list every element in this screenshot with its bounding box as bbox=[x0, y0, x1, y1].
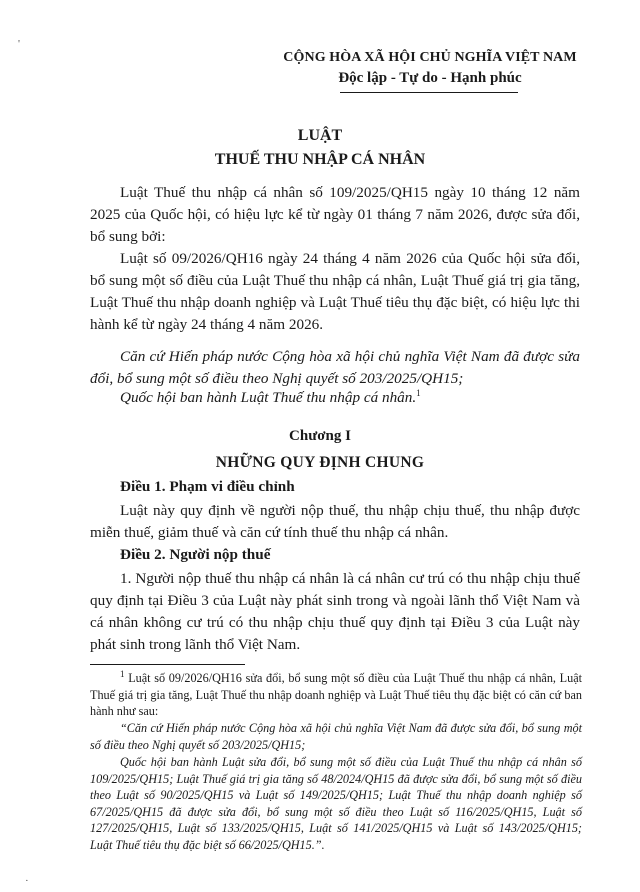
intro-paragraph-1: Luật Thuế thu nhập cá nhân số 109/2025/QH15 ngày 10 tháng 12 năm 2025 của Quốc hội, có hiệu lực kể từ ngày 01 tháng 7 năm 2026, được sửa đổi, bổ sung bởi: bbox=[90, 184, 580, 245]
footnote-1 bbox=[90, 670, 582, 720]
article-2-clause-1: 1. Người nộp thuế thu nhập cá nhân là cá nhân cư trú có thu nhập chịu thuế quy định tại Điều 3 của Luật này phát sinh trong và ngoài lãnh thổ Việt Nam và cá nhân không cư trú có thu nhập chịu thuế quy định tại Điều 3 của Luật này phát sinh trong lãnh thổ Việt Nam. bbox=[90, 570, 580, 653]
footnote-1-quote-enactment: Quốc hội ban hành Luật sửa đổi, bổ sung một số điều của Luật Thuế thu nhập cá nhân số 109/2025/QH15; Luật Thuế giá trị gia tăng số 48/2024/QH15 đã được sửa đổi, bổ sung một số điều theo Luật số 90/2025/QH15 và Luật số 149/2025/QH15; Luật Thuế thu nhập doanh nghiệp số 67/2025/QH15 đã được sửa đổi, bổ sung một số điều theo Luật số 116/2025/QH15, Luật số 127/2025/QH15, Luật số 133/2025/QH15, Luật số 141/2025/QH15 và Luật số 143/2025/QH15; Luật Thuế tiêu thụ đặc biệt số 66/2025/QH15.”. bbox=[90, 755, 582, 852]
scan-mark: · bbox=[25, 875, 29, 887]
footnote-ref: 1 bbox=[416, 387, 421, 398]
chapter-number: Chương I bbox=[289, 428, 351, 444]
motto-underline bbox=[340, 92, 518, 93]
motto: Độc lập - Tự do - Hạnh phúc bbox=[338, 70, 522, 86]
footnote-1-text: Luật số 09/2026/QH16 sửa đổi, bổ sung một số điều của Luật Thuế thu nhập cá nhân, Luật Thuế giá trị gia tăng, Luật Thuế thu nhập doanh nghiệp và Luật Thuế tiêu thụ đặc biệt có căn cứ ban hành như sau: bbox=[90, 671, 582, 718]
article-2-heading: Điều 2. Người nộp thuế bbox=[120, 546, 271, 563]
preamble-enactment-text: Quốc hội ban hành Luật Thuế thu nhập cá nhân. bbox=[120, 389, 417, 406]
preamble-enactment bbox=[90, 387, 580, 409]
preamble-basis: Căn cứ Hiến pháp nước Cộng hòa xã hội chủ nghĩa Việt Nam đã được sửa đổi, bổ sung một số điều theo Nghị quyết số 203/2025/QH15; bbox=[90, 348, 580, 387]
nation-header: CỘNG HÒA XÃ HỘI CHỦ NGHĨA VIỆT NAM bbox=[283, 50, 577, 65]
document-type: LUẬT bbox=[297, 127, 343, 144]
article-1-body: Luật này quy định về người nộp thuế, thu nhập chịu thuế, thu nhập được miễn thuế, giảm thuế và căn cứ tính thuế thu nhập cá nhân. bbox=[90, 502, 580, 541]
footnote-1-quote-basis: “Căn cứ Hiến pháp nước Cộng hòa xã hội chủ nghĩa Việt Nam đã được sửa đổi, bổ sung một số điều theo Nghị quyết số 203/2025/QH15; bbox=[90, 721, 582, 752]
chapter-title: NHỮNG QUY ĐỊNH CHUNG bbox=[215, 454, 425, 471]
document-title: THUẾ THU NHẬP CÁ NHÂN bbox=[214, 151, 426, 168]
footnote-mark: 1 bbox=[120, 668, 125, 679]
scan-mark: ' bbox=[18, 38, 20, 50]
intro-paragraph-2: Luật số 09/2026/QH16 ngày 24 tháng 4 năm 2026 của Quốc hội sửa đổi, bổ sung một số điều của Luật Thuế thu nhập cá nhân, Luật Thuế giá trị gia tăng, Luật Thuế thu nhập doanh nghiệp và Luật Thuế tiêu thụ đặc biệt, có hiệu lực thi hành kể từ ngày 24 tháng 4 năm 2026. bbox=[90, 250, 580, 333]
article-1-heading: Điều 1. Phạm vi điều chỉnh bbox=[120, 478, 295, 495]
footnote-separator bbox=[90, 664, 245, 665]
